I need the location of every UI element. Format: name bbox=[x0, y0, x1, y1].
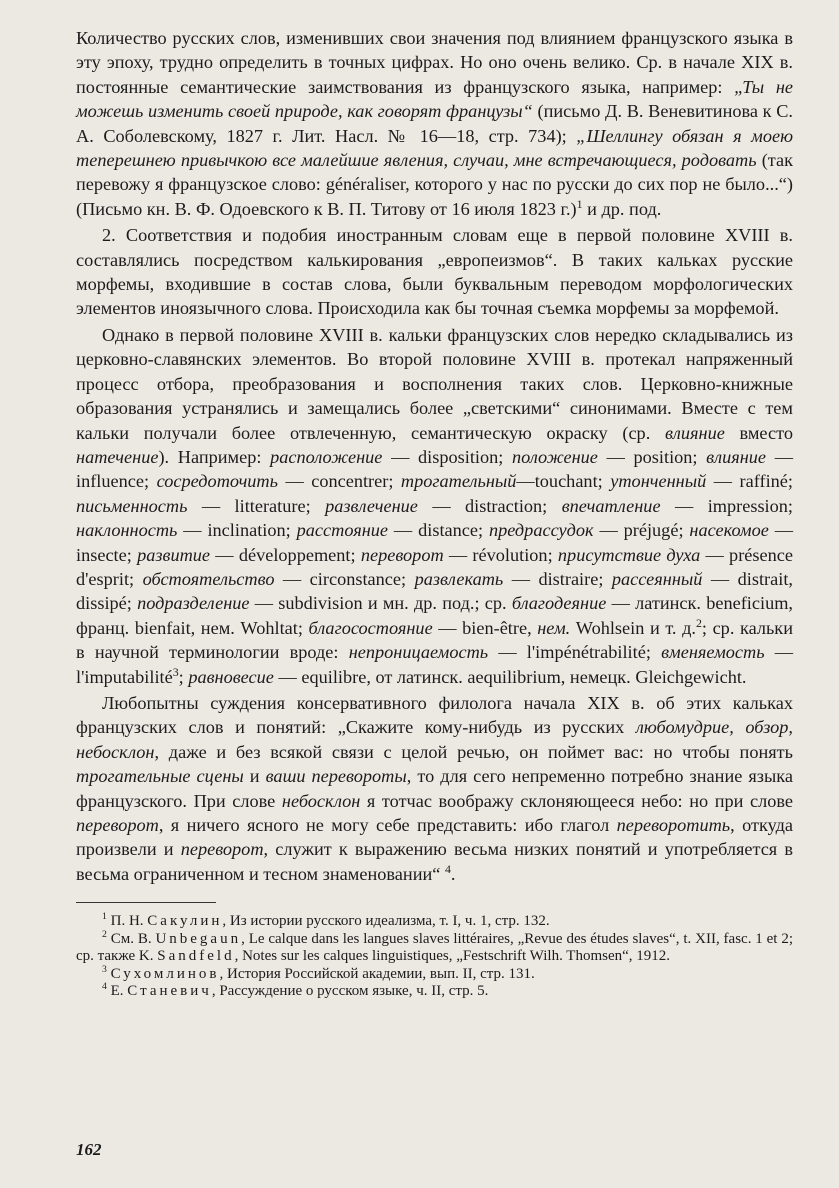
italic-text: переворот bbox=[360, 544, 444, 565]
footnote-ref: 4 bbox=[444, 861, 451, 876]
italic-text: наклонность bbox=[76, 520, 178, 541]
text-run: , Из истории русского идеализма, т. I, ч. 1, стр. 132. bbox=[222, 913, 550, 930]
text-run: (письмо Д. В. Веневитинова к С. А. Соболевскому, 1827 г. Лит. Насл. № 16—18, стр. 734); bbox=[76, 101, 793, 146]
text-run: , Рассуждение о русском языке, ч. II, стр. 5. bbox=[211, 983, 489, 1000]
italic-text: переворот bbox=[76, 815, 159, 835]
author-name: Сухомлинов bbox=[110, 965, 220, 982]
footnote-ref: 2 bbox=[102, 928, 107, 940]
text-run: — influence; bbox=[76, 446, 793, 492]
text-run: ; ср. кальки в научной терминологии вроде: bbox=[76, 617, 793, 663]
footnote-separator bbox=[76, 902, 216, 903]
italic-text: расстояние bbox=[296, 520, 389, 541]
text-run: я тотчас воображу склоняющееся небо: но при слове bbox=[360, 790, 794, 811]
footnote bbox=[76, 983, 793, 1001]
text-run: — equilibre, от латинск. aequilibrium, немецк. Gleichgewicht. bbox=[273, 666, 747, 687]
italic-text: обстоятельство bbox=[142, 568, 275, 589]
italic-text: предрассудок bbox=[488, 520, 594, 541]
italic-text: небосклон bbox=[281, 790, 361, 811]
text-run: — développement; bbox=[210, 544, 361, 565]
text-run: — insecte; bbox=[76, 520, 794, 565]
text-run: — l'impénétrabilité; bbox=[488, 642, 662, 663]
italic-text: подразделение bbox=[137, 593, 250, 614]
italic-text: присутствие духа bbox=[557, 544, 701, 565]
text-run: — préjugé; bbox=[593, 520, 690, 541]
italic-text: утонченный bbox=[610, 471, 707, 492]
italic-text: натечение bbox=[76, 446, 159, 467]
italic-text: впечатление bbox=[561, 495, 661, 516]
paragraph bbox=[76, 26, 793, 221]
text-run: — bien-être, bbox=[432, 617, 538, 638]
text-run: — présence d'esprit; bbox=[76, 544, 793, 589]
text-run: — l'imputabilité bbox=[76, 642, 794, 687]
text-run: , то для сего непременно потребно знание языка французского. При слове bbox=[76, 766, 793, 811]
paragraph bbox=[76, 223, 793, 321]
text-run: . bbox=[450, 863, 456, 884]
footnote bbox=[76, 928, 793, 966]
italic-text: „Ты не можешь изменить своей природе, как говорят французы“ bbox=[76, 76, 794, 122]
italic-text: рассеянный bbox=[611, 568, 703, 589]
text-run: — raffiné; bbox=[706, 471, 793, 492]
paragraph bbox=[76, 323, 793, 689]
text-run: — inclination; bbox=[177, 520, 297, 541]
text-run: , Notes sur les calques linguistiques, „Festschrift Wilh. Thomsen“, 1912. bbox=[234, 948, 671, 965]
text-run: См. B. bbox=[106, 930, 156, 947]
text-run: Однако в первой половине XVIII в. кальки французских слов нередко складывались из церковно-славянских элементов. Во второй половине XVIII в. протекал напряженный процесс отбора, преобразования и восполнения таких слов. Церковно-книжные образования устранялись и замещались более „светскими“ синонимами. Вместе с тем кальки получали более отвлеченную, семантическую окраску (ср. bbox=[76, 324, 793, 443]
text-run: П. Н. bbox=[106, 913, 148, 930]
text-run: и др. под. bbox=[582, 198, 662, 219]
text-run: — concentrer; bbox=[277, 471, 401, 492]
text-run: вместо bbox=[724, 422, 793, 443]
text-run: , Le calque dans les langues slaves littéraires, „Revue des études slaves“, t. XII, fasc. 1 et 2; ср. также K. bbox=[76, 930, 793, 965]
italic-text: „Шеллингу обязан я моею теперешнею привычкою все малейшие явления, случаи, мне встречающиеся, родовать bbox=[76, 125, 793, 171]
text-run: — distraction; bbox=[417, 495, 562, 516]
text-run: — disposition; bbox=[382, 446, 512, 467]
italic-text: переворот bbox=[180, 839, 264, 860]
italic-text: переворотить bbox=[616, 815, 731, 835]
footnote-ref: 1 bbox=[102, 911, 107, 923]
italic-text: насекомое bbox=[689, 520, 769, 541]
italic-text: положение bbox=[512, 446, 598, 467]
italic-text: равновесие bbox=[188, 666, 274, 687]
author-name: Сакулин bbox=[147, 913, 223, 930]
italic-text: развлекать bbox=[414, 568, 504, 589]
text-run: и bbox=[243, 766, 266, 787]
italic-text: влияние bbox=[664, 422, 725, 443]
italic-text: любомудрие, обзор, небосклон bbox=[76, 717, 793, 762]
text-run: Е. bbox=[106, 983, 128, 1000]
paragraph bbox=[76, 691, 793, 886]
footnote-ref: 2 bbox=[695, 615, 702, 630]
text-run: — distance; bbox=[388, 520, 489, 541]
text-run: — révolution; bbox=[443, 544, 558, 565]
footnote-ref: 4 bbox=[102, 981, 107, 993]
italic-text: трогательный bbox=[400, 471, 517, 492]
text-run: (так перевожу я французское слово: généraliser, которого у нас по русски до сих пор не было...“) (Письмо кн. В. Ф. Одоевского к В. П. Титову от 16 июля 1823 г.) bbox=[76, 150, 793, 219]
footnotes bbox=[76, 913, 793, 1001]
text-run: ; bbox=[178, 666, 189, 687]
text-run: — litterature; bbox=[187, 495, 326, 516]
text-run: Wohlsein и т. д. bbox=[570, 617, 696, 638]
text-run: —touchant; bbox=[516, 471, 611, 492]
footnote-ref: 3 bbox=[172, 664, 179, 679]
text-run: , служит к выражению весьма низких понятий и употребляется в весьма ограниченном и тесном знаменовании“ bbox=[76, 839, 793, 884]
footnote bbox=[76, 913, 793, 931]
text-run: , даже и без всякой связи с целой речью, он поймет вас: но чтобы понять bbox=[154, 741, 793, 762]
footnote bbox=[76, 963, 793, 984]
text-run: ). Например: bbox=[158, 446, 271, 467]
footnote-ref: 1 bbox=[576, 196, 583, 211]
italic-text: расположение bbox=[270, 446, 383, 467]
italic-text: благосостояние bbox=[308, 617, 433, 638]
text-run: — impression; bbox=[660, 495, 793, 516]
italic-text: сосредоточить bbox=[156, 471, 278, 492]
text-run: — subdivision и мн. др. под.; ср. bbox=[249, 593, 512, 614]
text-run: 2. Соответствия и подобия иностранным словам еще в первой половине XVIII в. составлялись посредством калькирования „европеизмов“. В таких кальках русские морфемы, входившие в состав слова, были буквальным переводом морфологических элементов иноязычного слова. Происходила как бы точная съемка морфемы за морфемой. bbox=[76, 225, 793, 319]
text-run: — distraire; bbox=[503, 568, 612, 589]
author-name: Unbegaun bbox=[155, 930, 242, 947]
footnote-ref: 3 bbox=[102, 963, 107, 975]
text-run: Количество русских слов, изменивших свои значения под влиянием французского языка в эту эпоху, трудно определить в точных цифрах. Но оно очень велико. Ср. в начале XIX в. постоянные семантические заимствования из французского языка, например: bbox=[76, 28, 793, 97]
italic-text: трогательные сцены bbox=[76, 766, 244, 787]
italic-text: влияние bbox=[706, 446, 767, 467]
italic-text: нем. bbox=[537, 617, 571, 638]
italic-text: развитие bbox=[137, 544, 211, 565]
text-run: , я ничего ясного не могу себе представить: ибо глагол bbox=[158, 815, 617, 835]
text-run: — position; bbox=[597, 446, 707, 467]
italic-text: развлечение bbox=[325, 495, 418, 516]
text-run: — латинск. beneficium, франц. bienfait, нем. Wohltat; bbox=[76, 593, 793, 638]
text-run: — distrait, dissipé; bbox=[76, 568, 793, 614]
page-number: 162 bbox=[76, 1140, 102, 1159]
author-name: Sandfeld bbox=[157, 948, 235, 965]
italic-text: благодеяние bbox=[511, 593, 607, 614]
main-text bbox=[76, 26, 793, 886]
author-name: Станевич bbox=[127, 983, 212, 1000]
italic-text: непроницаемость bbox=[348, 642, 489, 663]
text-run: , История Российской академии, вып. II, стр. 131. bbox=[219, 965, 535, 982]
text-run: — circonstance; bbox=[274, 568, 415, 589]
italic-text: ваши перевороты bbox=[265, 766, 407, 787]
italic-text: письменность bbox=[76, 495, 188, 516]
text-run: , откуда произвели и bbox=[76, 815, 793, 860]
italic-text: вменяемость bbox=[661, 642, 765, 663]
text-run: Любопытны суждения консервативного филолога начала XIX в. об этих кальках французских слов и понятий: „Скажите кому-нибудь из русских bbox=[76, 692, 793, 738]
